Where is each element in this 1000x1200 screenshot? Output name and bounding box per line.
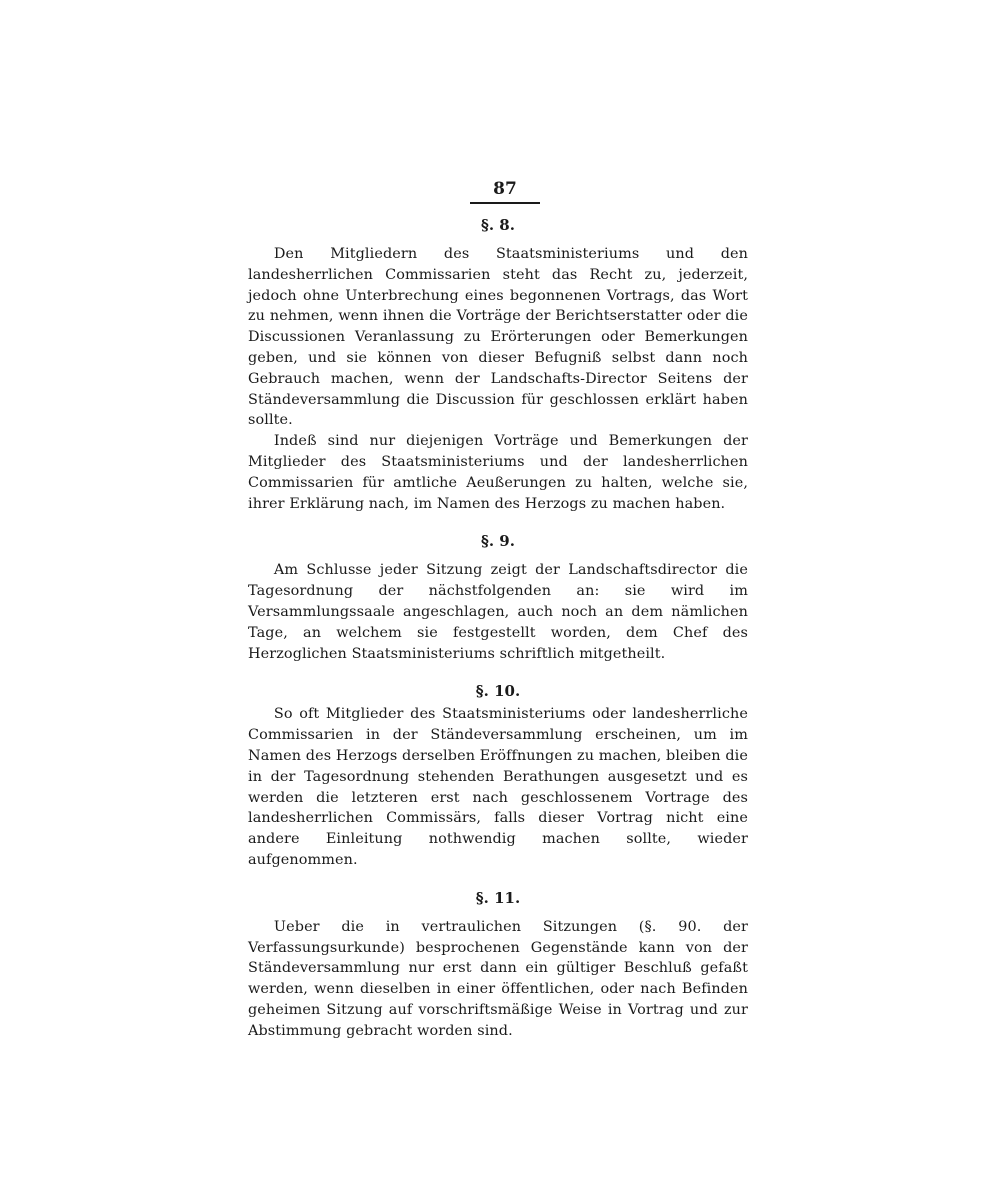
section-heading: §. 9. — [481, 532, 515, 551]
page-number: 87 — [493, 179, 517, 199]
section-paragraph: Den Mitgliedern des Staatsministeriums und den landesherrlichen Commissarien steht das Recht zu, jederzeit, jedoch ohne Unterbrechung eines begonnenen Vortrags, das Wort zu nehmen, wenn ihnen die Vorträge der Berichtserstatter oder die Discussionen Veranlassung zu Erörterungen oder Bemerkungen geben, und sie können von dieser Befugniß selbst dann noch Gebrauch machen, wenn der Landschafts-Director Seitens der Ständeversammlung die Discussion für geschlossen erklärt haben sollte. — [248, 246, 748, 429]
section-heading: §. 10. — [475, 682, 521, 701]
section-paragraph: So oft Mitglieder des Staatsministeriums oder landesherrliche Commissarien in der Ständeversammlung erscheinen, um im Namen des Herzogs derselben Eröffnungen zu machen, bleiben die in der Tagesordnung stehenden Berathungen ausgesetzt und es werden die letzteren erst nach geschlossenem Vortrage des landesherrlichen Commissärs, falls dieser Vortrag nicht eine andere Einleitung nothwendig machen sollte, wieder aufgenommen. — [248, 706, 748, 868]
section-paragraph: Ueber die in vertraulichen Sitzungen (§. 90. der Verfassungsurkunde) besprochenen Gegenstände kann von der Ständeversammlung nur erst dann ein gültiger Beschluß gefaßt werden, wenn dieselben in einer öffentlichen, oder nach Befinden geheimen Sitzung auf vorschriftsmäßige Weise in Vortrag und zur Abstimmung gebracht worden sind. — [248, 918, 748, 1039]
section-8 — [248, 214, 748, 514]
section-9 — [248, 530, 748, 664]
book-page — [248, 178, 748, 1042]
section-11 — [248, 887, 748, 1042]
section-heading: §. 8. — [481, 216, 515, 234]
section-paragraph: Indeß sind nur diejenigen Vorträge und Bemerkungen der Mitglieder des Staatsministeriums und der landesherrlichen Commissarien für amtliche Aeußerungen zu halten, welche sie, ihrer Erklärung nach, im Namen des Herzogs zu machen haben. — [248, 433, 748, 512]
section-heading: §. 11. — [475, 888, 521, 907]
section-10 — [248, 680, 748, 870]
page-number-rule — [470, 202, 540, 204]
section-paragraph: Am Schlusse jeder Sitzung zeigt der Landschaftsdirector die Tagesordnung der nächstfolgenden an: sie wird im Versammlungssaale angeschlagen, auch noch an dem nämlichen Tage, an welchem sie festgestellt worden, dem Chef des Herzoglichen Staatsministeriums schriftlich mitgetheilt. — [248, 562, 748, 662]
